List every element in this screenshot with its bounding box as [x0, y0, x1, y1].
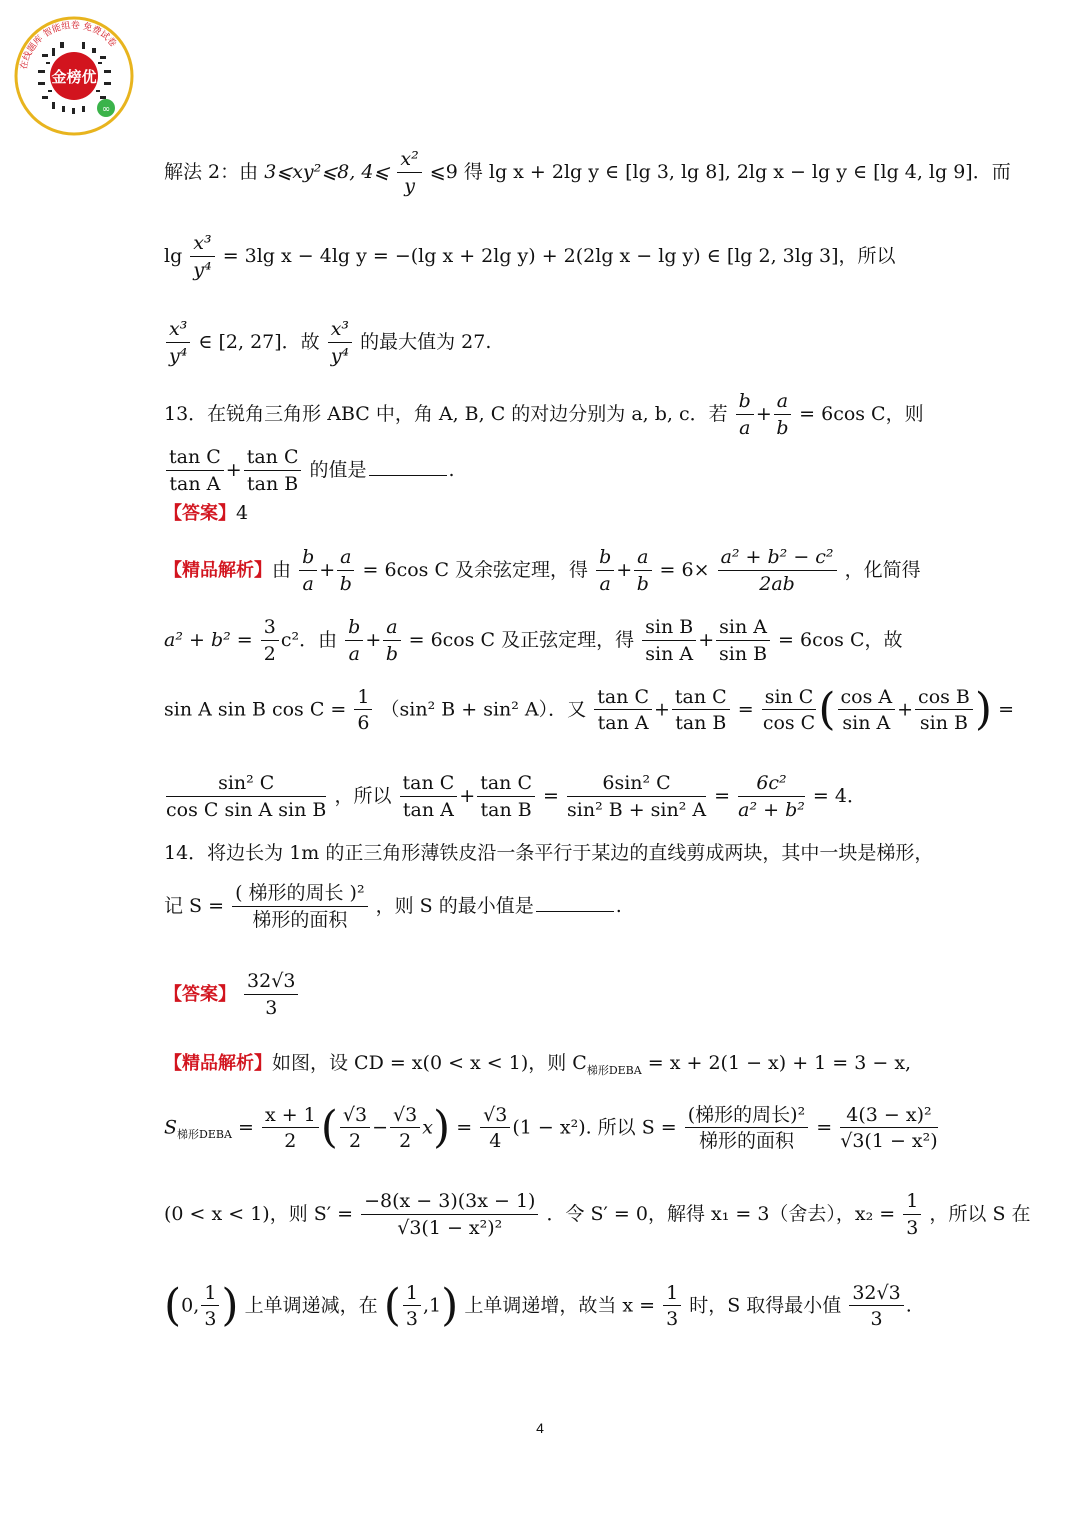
- svg-text:在线题库 智能组卷 免费试卷: 在线题库 智能组卷 免费试卷: [19, 20, 118, 71]
- q13-stem-line2: $\frac{\text{tan C}}{\text{tan A}}$ + $\frac{\text{tan C}}{\text{tan B}}$ 的值是 .: [164, 446, 455, 496]
- page-number: 4: [536, 1420, 544, 1436]
- q13-analysis-line3: sin A sin B cos C = $\frac{1}{6}$ （sin² B + sin² A）．又 $\frac{\text{tan C}}{\text{tan A}}$ + $\frac{\text{tan C}}{\text{tan B}}$ = $\frac{\text{sin C}}{\text{cos C}}$ ( $\frac{\text{cos A}}{\text{sin A}}$ + $\frac{\text{cos B}}{\text{sin B}}$ ) =: [164, 684, 1015, 735]
- q14-analysis-line4: (0, $\frac{1}{3}$ ) 上单调递减，在 ( $\frac{1}{3}$ ,1) 上单调递增，故当 x = $\frac{1}{3}$ 时，S 取得最小值 $\frac{32√3}{3}$ .: [164, 1280, 912, 1331]
- q14-analysis-line1: 【精品解析】如图，设 CD = x(0 < x < 1)，则 $C_{梯形DEBA} = x + 2(1 - x) + 1 = 3 - x$,: [164, 1052, 912, 1077]
- svg-text:∞: ∞: [101, 104, 111, 115]
- q14-answer: 【答案】 $\frac{32√3}{3}$: [164, 970, 300, 1020]
- svg-text:金榜优: 金榜优: [51, 68, 97, 86]
- answer-blank: [536, 910, 614, 912]
- q13-analysis-line1: 【精品解析】由 $\frac{b}{a}$ + $\frac{a}{b}$ = 6cos C 及余弦定理，得 $\frac{b}{a}$ + $\frac{a}{b}$ = 6× $\frac{\text{a² + b² − c²}}{2ab}$ ，化简得: [164, 546, 921, 595]
- q14-stem-line2: 记 S = $\frac{\text{( 梯形的周长 )²}}{\text{梯形的面积}}$ ，则 S 的最小值是 .: [164, 882, 622, 931]
- answer-blank: [369, 474, 447, 476]
- q14-analysis-line2: $S_{梯形DEBA}$ = $\frac{x + 1}{2}$ ( $\frac{√3}{2}$ − $\frac{√3}{2}$ x) = $\frac{√3}{4}$ (1 − x²). 所以 S = $\frac{\text{(梯形的周长)²}}{\text{梯形的面积}}$ = $\frac{\text{4(3 − x)²}}{\text{√3(1 − x²)}}$: [164, 1102, 938, 1153]
- q13-stem-line1: 13．在锐角三角形 ABC 中，角 A, B, C 的对边分别为 a, b, c．若 $\frac{b}{a}$ + $\frac{a}{b}$ = 6cos C，则: [164, 390, 924, 439]
- q13-analysis-line2: a² + b² = $\frac{3}{2}$ c²．由 $\frac{b}{a}$ + $\frac{a}{b}$ = 6cos C 及正弦定理，得 $\frac{\text{sin B}}{\text{sin A}}$ + $\frac{\text{sin A}}{\text{sin B}}$ = 6cos C，故: [164, 616, 903, 665]
- brand-logo-qr: [12, 14, 136, 138]
- solution2-line2: lg $\frac{\text{x³}}{\text{y⁴}}$ = 3lg x − 4lg y = −(lg x + 2lg y) + 2(2lg x − lg y) ∈ [lg 2, 3lg 3]，所以: [164, 232, 896, 281]
- solution2-line3: $\frac{\text{x³}}{\text{y⁴}}$ ∈ [2, 27]．故 $\frac{\text{x³}}{\text{y⁴}}$ 的最大值为 27.: [164, 318, 491, 368]
- solution2-line1: 解法 2：由 3⩽xy²⩽8, 4⩽ $\frac{\text{x²}}{y}$ ⩽9 得 lg x + 2lg y ∈ [lg 3, lg 8], 2lg x − lg y ∈ [lg 4, lg 9]．而: [164, 148, 1011, 197]
- qr-badge-icon: [12, 14, 136, 138]
- fraction: $\frac{\text{x²}}{y}$: [397, 148, 421, 198]
- q14-analysis-line3: (0 < x < 1)，则 S′ = $\frac{-8(x - 3)(3x - 1)}{\text{√3(1 − x²)²}}$ ．令 S′ = 0，解得 x₁ = 3（舍去），x₂ = $\frac{1}{3}$ ，所以 S 在: [164, 1190, 1031, 1239]
- q13-analysis-line4: $\frac{\text{sin² C}}{\text{cos C sin A sin B}}$ ，所以 $\frac{\text{tan C}}{\text{tan A}}$ + $\frac{\text{tan C}}{\text{tan B}}$ = $\frac{\text{6sin² C}}{\text{sin² B + sin² A}}$ = $\frac{\text{6c²}}{\text{a² + b²}}$ = 4．: [166, 772, 866, 821]
- q14-stem-line1: 14．将边长为 1m 的正三角形薄铁皮沿一条平行于某边的直线剪成两块，其中一块是梯形，: [164, 842, 934, 864]
- q13-answer: 【答案】4: [164, 502, 249, 524]
